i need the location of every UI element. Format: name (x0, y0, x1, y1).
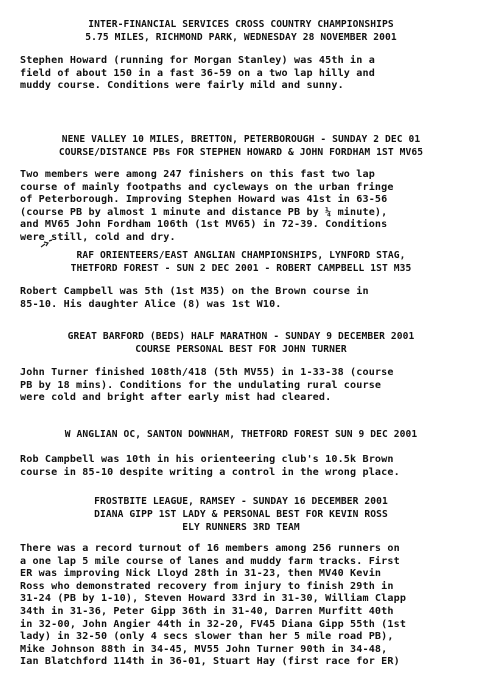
race-body-line: Stephen Howard (running for Morgan Stanley) was 45th in a (20, 55, 375, 66)
race-heading-line: NENE VALLEY 10 MILES, BRETTON, PETERBOROUGH - SUNDAY 2 DEC 01 (61, 134, 421, 145)
race-body-line: Robert Campbell was 5th (1st M35) on the Brown course in (20, 286, 369, 297)
race-heading-line: ELY RUNNERS 3RD TEAM (182, 522, 300, 533)
race-body-line: Rob Campbell was 10th in his orienteering club's 10.5k Brown (20, 454, 394, 465)
race-heading-line: DIANA GIPP 1ST LADY & PERSONAL BEST FOR KEVIN ROSS (94, 509, 388, 520)
race-body-line: PB by 18 mins). Conditions for the undulating rural course (20, 379, 382, 391)
race-body-line: Two members were among 247 finishers on this fast two lap (20, 169, 375, 180)
race-body-line: course of mainly footpaths and cycleways on the urban fringe (20, 181, 394, 193)
race-body-line: Mike Johnson 88th in 34-45, MV55 John Turner 90th in 34-48, (20, 643, 388, 655)
race-body-line: a one lap 5 mile course of lanes and muddy farm tracks. First (20, 555, 400, 567)
race-heading-line: COURSE/DISTANCE PBs FOR STEPHEN HOWARD & JOHN FORDHAM 1ST MV65 (58, 147, 424, 158)
race-heading-line: THETFORD FOREST - SUN 2 DEC 2001 - ROBERT CAMPBELL 1ST M35 (70, 263, 412, 274)
race-report-richmond-park (0, 18, 482, 93)
race-body-line: 85-10. His daughter Alice (8) was 1st W10. (20, 298, 282, 310)
race-heading-line: INTER-FINANCIAL SERVICES CROSS COUNTRY CHAMPIONSHIPS (88, 19, 394, 30)
race-heading-line: COURSE PERSONAL BEST FOR JOHN TURNER (135, 344, 347, 355)
race-heading-line: FROSTBITE LEAGUE, RAMSEY - SUNDAY 16 DECEMBER 2001 (94, 496, 388, 507)
race-heading-line: 5.75 MILES, RICHMOND PARK, WEDNESDAY 28 NOVEMBER 2001 (85, 32, 397, 43)
race-body-line: There was a record turnout of 16 members among 256 runners on (20, 543, 400, 554)
race-heading-line: RAF ORIENTEERS/EAST ANGLIAN CHAMPIONSHIPS, LYNFORD STAG, (76, 250, 406, 261)
race-body-line: course in 85-10 despite writing a control in the wrong place. (20, 466, 400, 478)
race-body-line: of Peterborough. Improving Stephen Howard was 41st in 63-56 (20, 194, 388, 206)
race-body-line: (course PB by almost 1 minute and distance PB by ¼ minute), (20, 206, 388, 218)
race-body-line: muddy course. Conditions were fairly mild and sunny. (20, 80, 344, 92)
race-body-line: and MV65 John Fordham 106th (1st MV65) in 72-39. Conditions (20, 219, 388, 231)
race-report-raf-orienteers (0, 249, 482, 311)
race-heading-line: GREAT BARFORD (BEDS) HALF MARATHON - SUNDAY 9 DECEMBER 2001 (67, 331, 415, 342)
race-report-nene-valley (0, 133, 482, 245)
race-body-line: ER was improving Nick Lloyd 28th in 31-23, then MV40 Kevin (20, 568, 382, 580)
race-body-line: lady) in 32-50 (only 4 secs slower than her 5 mile road PB), (20, 631, 394, 643)
race-body-line: Ross who demonstrated recovery from injury to finish 29th in (20, 580, 394, 592)
race-report-great-barford (0, 330, 482, 405)
race-body-line: 34th in 31-36, Peter Gipp 36th in 31-40, Darren Murfitt 40th (20, 605, 394, 617)
race-body-line: were cold and bright after early mist had cleared. (20, 392, 332, 404)
race-heading-line: W ANGLIAN OC, SANTON DOWNHAM, THETFORD FOREST SUN 9 DEC 2001 (64, 429, 418, 440)
race-body-line: were still, cold and dry. (20, 231, 176, 243)
race-body-line: Ian Blatchford 114th in 36-01, Stuart Hay (first race for ER) (20, 656, 400, 668)
race-body-line: in 32-00, John Angier 44th in 32-20, FV45 Diana Gipp 55th (1st (20, 618, 407, 630)
race-body-line: John Turner finished 108th/418 (5th MV55) in 1-33-38 (course (20, 367, 394, 378)
race-report-frostbite-league (0, 495, 482, 669)
race-body-line: field of about 150 in a fast 36-59 on a two lap hilly and (20, 67, 375, 79)
race-body-line: 31-24 (PB by 1-10), Steven Howard 33rd in 31-30, William Clapp (20, 593, 407, 605)
race-report-w-anglian-oc (0, 428, 482, 479)
